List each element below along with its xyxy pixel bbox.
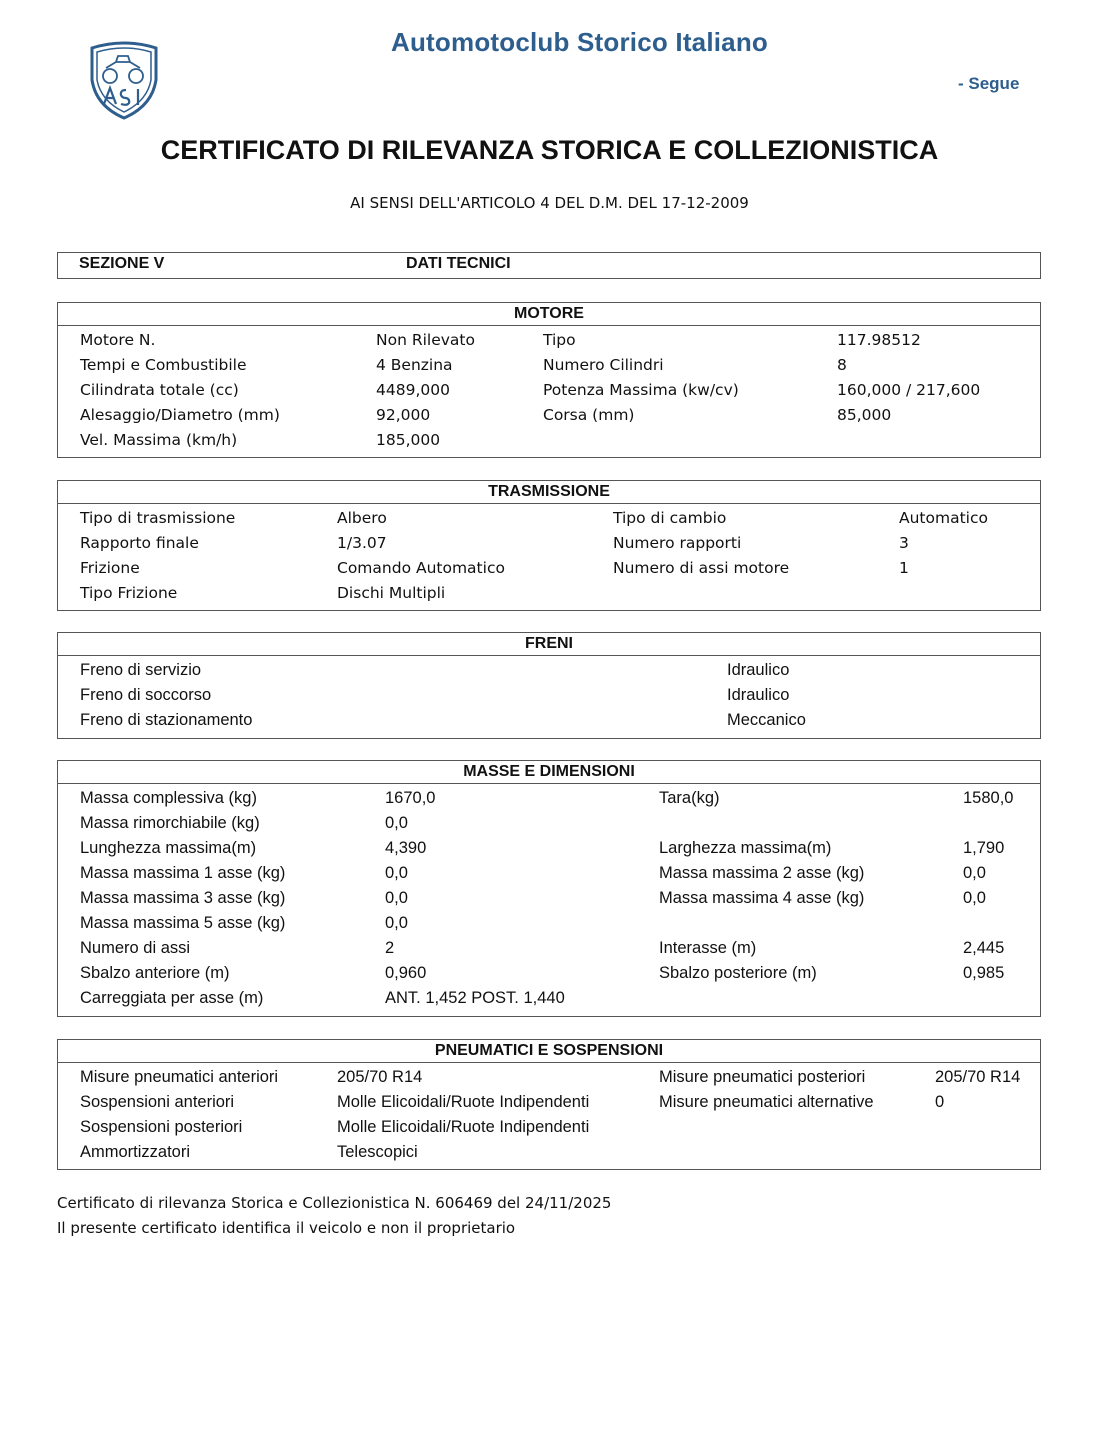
field-value: 205/70 R14 [935, 1068, 1021, 1086]
document-title: CERTIFICATO DI RILEVANZA STORICA E COLLEZIONISTICA [160, 135, 939, 165]
field-value: Idraulico [727, 661, 790, 679]
field-value: Molle Elicoidali/Ruote Indipendenti [337, 1118, 590, 1136]
field-value: 92,000 [376, 406, 431, 424]
table-row [58, 814, 1040, 839]
field-value: 3 [899, 534, 909, 552]
field-value: 0 [935, 1093, 945, 1111]
field-label: Massa massima 3 asse (kg) [80, 889, 286, 907]
field-value: 160,000 / 217,600 [837, 381, 981, 399]
field-value: 0,960 [385, 964, 427, 982]
pneumatici-table [57, 1039, 1041, 1170]
field-label: Tipo di cambio [613, 509, 727, 527]
field-value: 1/3.07 [337, 534, 387, 552]
field-label: Numero Cilindri [543, 356, 664, 374]
field-label: Vel. Massima (km/h) [80, 431, 238, 449]
table-row [58, 331, 1040, 356]
field-value: 85,000 [837, 406, 892, 424]
field-label: Massa rimorchiabile (kg) [80, 814, 260, 832]
field-label: Interasse (m) [659, 939, 757, 957]
field-value: Comando Automatico [337, 559, 505, 577]
table-row [58, 989, 1040, 1014]
field-label: Massa massima 1 asse (kg) [80, 864, 286, 882]
field-label: Tipo [543, 331, 576, 349]
field-label: Freno di servizio [80, 661, 202, 679]
field-label: Freno di soccorso [80, 686, 212, 704]
field-label: Misure pneumatici anteriori [80, 1068, 279, 1086]
field-value: Automatico [899, 509, 988, 527]
field-label: Tipo Frizione [80, 584, 178, 602]
field-value: 0,0 [385, 914, 408, 932]
field-label: Massa massima 2 asse (kg) [659, 864, 865, 882]
field-value: Non Rilevato [376, 331, 475, 349]
field-value: Idraulico [727, 686, 790, 704]
field-value: 0,0 [963, 889, 986, 907]
field-value: 0,0 [385, 889, 408, 907]
field-label: Cilindrata totale (cc) [80, 381, 239, 399]
field-value: 0,0 [963, 864, 986, 882]
field-value: 0,0 [385, 864, 408, 882]
table-row [58, 1068, 1040, 1093]
segue-label: - Segue [958, 74, 1020, 93]
table-row [58, 584, 1040, 609]
field-value: Molle Elicoidali/Ruote Indipendenti [337, 1093, 590, 1111]
field-value: Telescopici [337, 1143, 418, 1161]
field-label: Tara(kg) [659, 789, 720, 807]
table-row [58, 839, 1040, 864]
table-row [58, 509, 1040, 534]
field-label: Misure pneumatici alternative [659, 1093, 874, 1111]
field-value: 205/70 R14 [337, 1068, 423, 1086]
field-label: Rapporto finale [80, 534, 199, 552]
field-label: Sbalzo posteriore (m) [659, 964, 817, 982]
table-row [58, 711, 1040, 736]
table-row [58, 406, 1040, 431]
field-value: ANT. 1,452 POST. 1,440 [385, 989, 565, 1007]
field-label: Motore N. [80, 331, 156, 349]
section-name: DATI TECNICI [406, 255, 511, 272]
asi-logo [86, 40, 162, 120]
field-value: Albero [337, 509, 387, 527]
table-row [58, 686, 1040, 711]
table-row [58, 964, 1040, 989]
field-value: Dischi Multipli [337, 584, 446, 602]
pneumatici-title: PNEUMATICI E SOSPENSIONI [58, 1040, 1040, 1063]
field-value: 0,985 [963, 964, 1005, 982]
field-label: Sbalzo anteriore (m) [80, 964, 230, 982]
table-row [58, 939, 1040, 964]
field-label: Lunghezza massima(m) [80, 839, 257, 857]
table-row [58, 431, 1040, 456]
field-label: Massa massima 5 asse (kg) [80, 914, 286, 932]
organization-name: Automotoclub Storico Italiano [391, 27, 769, 57]
field-value: 4489,000 [376, 381, 450, 399]
field-value: 2,445 [963, 939, 1005, 957]
field-value: 8 [837, 356, 847, 374]
freni-table [57, 632, 1041, 739]
table-row [58, 356, 1040, 381]
motore-table [57, 302, 1041, 458]
field-value: 185,000 [376, 431, 441, 449]
table-row [58, 914, 1040, 939]
field-label: Tempi e Combustibile [80, 356, 247, 374]
table-row [58, 1093, 1040, 1118]
table-row [58, 559, 1040, 584]
table-row [58, 889, 1040, 914]
field-value: 4 Benzina [376, 356, 453, 374]
motore-title: MOTORE [58, 303, 1040, 326]
field-value: 2 [385, 939, 395, 957]
table-row [58, 789, 1040, 814]
field-label: Numero di assi [80, 939, 191, 957]
field-label: Sospensioni posteriori [80, 1118, 243, 1136]
field-label: Massa massima 4 asse (kg) [659, 889, 865, 907]
field-value: 117.98512 [837, 331, 921, 349]
masse-title: MASSE E DIMENSIONI [58, 761, 1040, 784]
field-label: Numero rapporti [613, 534, 742, 552]
footer-certificate-number: Certificato di rilevanza Storica e Collezionistica N. 606469 del 24/11/2025 [57, 1194, 612, 1212]
trasmissione-title: TRASMISSIONE [58, 481, 1040, 504]
field-label: Carreggiata per asse (m) [80, 989, 264, 1007]
field-label: Massa complessiva (kg) [80, 789, 257, 807]
document-subtitle: AI SENSI DELL'ARTICOLO 4 DEL D.M. DEL 17-12-2009 [350, 194, 749, 212]
field-value: 1580,0 [963, 789, 1014, 807]
field-label: Ammortizzatori [80, 1143, 191, 1161]
field-label: Freno di stazionamento [80, 711, 253, 729]
field-label: Corsa (mm) [543, 406, 635, 424]
field-label: Tipo di trasmissione [80, 509, 236, 527]
field-value: 4,390 [385, 839, 427, 857]
table-row [58, 864, 1040, 889]
field-value: 0,0 [385, 814, 408, 832]
field-value: 1670,0 [385, 789, 436, 807]
table-row [58, 381, 1040, 406]
freni-title: FRENI [58, 633, 1040, 656]
field-label: Larghezza massima(m) [659, 839, 832, 857]
section-label: SEZIONE V [79, 255, 165, 272]
table-row [58, 1118, 1040, 1143]
trasmissione-table [57, 480, 1041, 611]
field-value: 1 [899, 559, 909, 577]
table-row [58, 534, 1040, 559]
field-label: Alesaggio/Diametro (mm) [80, 406, 280, 424]
table-row [58, 1143, 1040, 1168]
field-label: Frizione [80, 559, 140, 577]
field-value: Meccanico [727, 711, 806, 729]
footer-note: Il presente certificato identifica il veicolo e non il proprietario [57, 1219, 516, 1237]
field-label: Misure pneumatici posteriori [659, 1068, 866, 1086]
field-value: 1,790 [963, 839, 1005, 857]
masse-table [57, 760, 1041, 1017]
field-label: Numero di assi motore [613, 559, 790, 577]
table-row [58, 661, 1040, 686]
field-label: Potenza Massima (kw/cv) [543, 381, 739, 399]
field-label: Sospensioni anteriori [80, 1093, 235, 1111]
section-header [57, 252, 1041, 279]
